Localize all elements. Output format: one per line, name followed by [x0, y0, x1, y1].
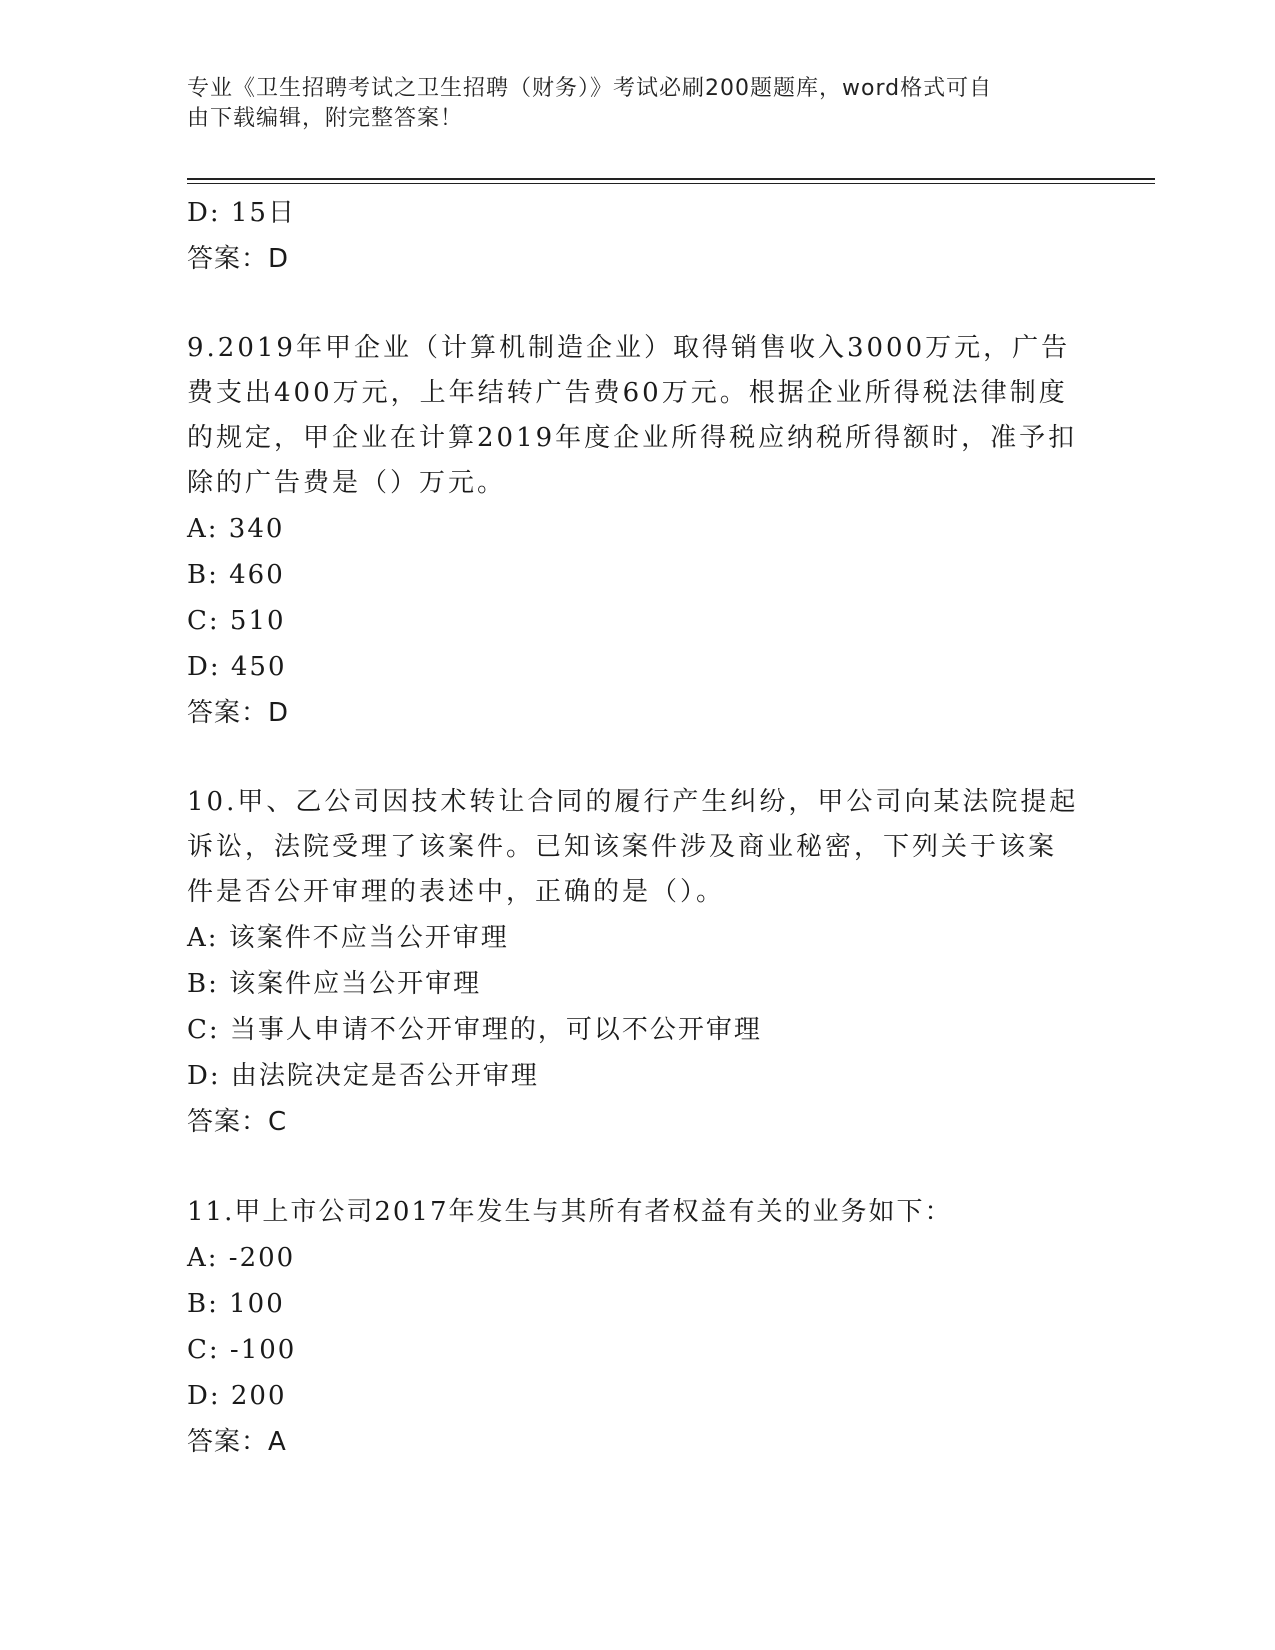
- option-d: D: 由法院决定是否公开审理: [187, 1061, 539, 1091]
- header-line-2: 由下载编辑，附完整答案！: [187, 106, 464, 131]
- option-d: D: 450: [187, 652, 287, 682]
- option-b: B: 该案件应当公开审理: [187, 969, 482, 999]
- option-a: A: 该案件不应当公开审理: [187, 923, 509, 953]
- option-c: C: -100: [187, 1335, 297, 1365]
- answer-label: 答案：D: [187, 244, 290, 274]
- spacer: [187, 736, 1087, 780]
- question-text: 10.甲、乙公司因技术转让合同的履行产生纠纷，甲公司向某法院提起诉讼，法院受理了该案件。已知该案件涉及商业秘密，下列关于该案件是否公开审理的表述中，正确的是（）。: [187, 787, 1079, 907]
- question-block-prev: [187, 190, 1087, 282]
- header-rule-thick: [187, 178, 1155, 180]
- spacer: [187, 1145, 1087, 1189]
- document-header: [187, 74, 1067, 134]
- option-c: C: 当事人申请不公开审理的，可以不公开审理: [187, 1015, 762, 1045]
- answer-label: 答案：C: [187, 1107, 288, 1137]
- question-text: 11.甲上市公司2017年发生与其所有者权益有关的业务如下：: [187, 1197, 953, 1227]
- question-block-9: [187, 326, 1087, 736]
- spacer: [187, 282, 1087, 326]
- option-c: C: 510: [187, 606, 286, 636]
- option-d: D: 200: [187, 1381, 287, 1411]
- option-a: A: -200: [187, 1243, 296, 1273]
- answer-label: 答案：A: [187, 1427, 287, 1457]
- option-b: B: 100: [187, 1289, 285, 1319]
- option-d: D: 15日: [187, 198, 296, 228]
- question-list: [187, 190, 1087, 1465]
- answer-label: 答案：D: [187, 698, 290, 728]
- option-b: B: 460: [187, 560, 285, 590]
- option-a: A: 340: [187, 514, 285, 544]
- question-text: 9.2019年甲企业（计算机制造企业）取得销售收入3000万元，广告费支出400万元，上年结转广告费60万元。根据企业所得税法律制度的规定，甲企业在计算2019年度企业所得税应纳税所得额时，准予扣除的广告费是（）万元。: [187, 333, 1078, 498]
- header-rule-thin: [187, 183, 1155, 184]
- header-line-1: 专业《卫生招聘考试之卫生招聘（财务）》考试必刷200题题库，word格式可自: [187, 76, 993, 101]
- question-block-11: [187, 1189, 1087, 1465]
- question-block-10: [187, 780, 1087, 1145]
